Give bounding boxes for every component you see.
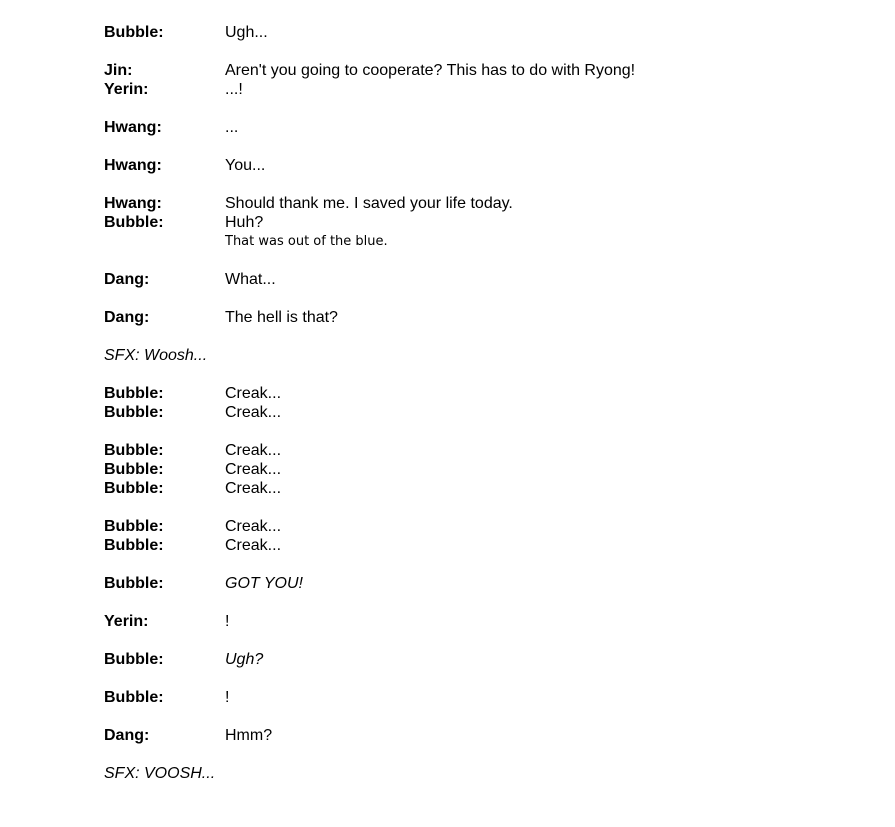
- dialogue-text: Creak...: [225, 537, 282, 554]
- dialogue-line: [104, 156, 864, 175]
- dialogue-text: Creak...: [225, 385, 282, 402]
- dialogue-line: [104, 536, 864, 555]
- dialogue-block: [104, 650, 864, 669]
- dialogue-text: !: [225, 613, 230, 630]
- sfx-block: [104, 346, 864, 365]
- dialogue-line: [104, 441, 864, 460]
- dialogue-line: [104, 384, 864, 403]
- dialogue-block: [104, 441, 864, 498]
- dialogue-line: [104, 650, 864, 669]
- dialogue-text: GOT YOU!: [225, 575, 303, 592]
- dialogue-line: [104, 574, 864, 593]
- dialogue-line: [104, 403, 864, 422]
- dialogue-line: [104, 194, 864, 213]
- dialogue-text: Creak...: [225, 442, 282, 459]
- dialogue-block: [104, 118, 864, 137]
- dialogue-line: [104, 688, 864, 707]
- dialogue-block: [104, 726, 864, 745]
- dialogue-text: What...: [225, 271, 276, 288]
- dialogue-block: [104, 194, 864, 251]
- dialogue-text: Ugh...: [225, 24, 268, 41]
- dialogue-line: [104, 517, 864, 536]
- speaker-name: Bubble:: [104, 537, 164, 554]
- dialogue-text: Creak...: [225, 518, 282, 535]
- speaker-name: Bubble:: [104, 404, 164, 421]
- dialogue-line: [104, 726, 864, 745]
- dialogue-text: ...!: [225, 81, 243, 98]
- speaker-name: Dang:: [104, 309, 150, 326]
- speaker-name: Yerin:: [104, 613, 149, 630]
- handwritten-note-text: That was out of the blue.: [225, 234, 388, 249]
- speaker-name: Yerin:: [104, 81, 149, 98]
- speaker-name: Dang:: [104, 271, 150, 288]
- dialogue-text: ...: [225, 119, 239, 136]
- speaker-name: Hwang:: [104, 157, 162, 174]
- dialogue-line: [104, 270, 864, 289]
- dialogue-line: [104, 232, 864, 251]
- dialogue-block: [104, 517, 864, 555]
- speaker-name: Hwang:: [104, 195, 162, 212]
- dialogue-block: [104, 156, 864, 175]
- dialogue-block: [104, 308, 864, 327]
- speaker-name: Bubble:: [104, 480, 164, 497]
- dialogue-line: [104, 308, 864, 327]
- dialogue-text: !: [225, 689, 230, 706]
- dialogue-line: [104, 80, 864, 99]
- speaker-name: Bubble:: [104, 24, 164, 41]
- speaker-name: Bubble:: [104, 442, 164, 459]
- dialogue-block: [104, 61, 864, 99]
- sfx-text: SFX: VOOSH...: [104, 765, 216, 782]
- dialogue-text: Creak...: [225, 461, 282, 478]
- speaker-name: Bubble:: [104, 518, 164, 535]
- dialogue-block: [104, 612, 864, 631]
- speaker-name: Bubble:: [104, 575, 164, 592]
- dialogue-line: [104, 61, 864, 80]
- dialogue-block: [104, 384, 864, 422]
- dialogue-line: [104, 23, 864, 42]
- speaker-name: Jin:: [104, 62, 133, 79]
- dialogue-line: [104, 460, 864, 479]
- dialogue-line: [104, 118, 864, 137]
- speaker-name: Hwang:: [104, 119, 162, 136]
- dialogue-block: [104, 23, 864, 42]
- script-document: [104, 23, 864, 802]
- dialogue-text: You...: [225, 157, 266, 174]
- dialogue-text: Creak...: [225, 404, 282, 421]
- speaker-name: Bubble:: [104, 214, 164, 231]
- sfx-text: SFX: Woosh...: [104, 347, 208, 364]
- speaker-name: Dang:: [104, 727, 150, 744]
- dialogue-line: [104, 612, 864, 631]
- speaker-name: Bubble:: [104, 651, 164, 668]
- dialogue-text: Ugh?: [225, 651, 264, 668]
- dialogue-text: Should thank me. I saved your life today.: [225, 195, 513, 212]
- dialogue-line: [104, 479, 864, 498]
- dialogue-text: Hmm?: [225, 727, 273, 744]
- speaker-name: Bubble:: [104, 461, 164, 478]
- dialogue-text: The hell is that?: [225, 309, 338, 326]
- speaker-name: Bubble:: [104, 385, 164, 402]
- dialogue-block: [104, 574, 864, 593]
- sfx-block: [104, 764, 864, 783]
- speaker-name: Bubble:: [104, 689, 164, 706]
- dialogue-text: Huh?: [225, 214, 264, 231]
- dialogue-text: Creak...: [225, 480, 282, 497]
- dialogue-block: [104, 270, 864, 289]
- dialogue-text: Aren't you going to cooperate? This has to do with Ryong!: [225, 62, 636, 79]
- dialogue-block: [104, 688, 864, 707]
- dialogue-line: [104, 213, 864, 232]
